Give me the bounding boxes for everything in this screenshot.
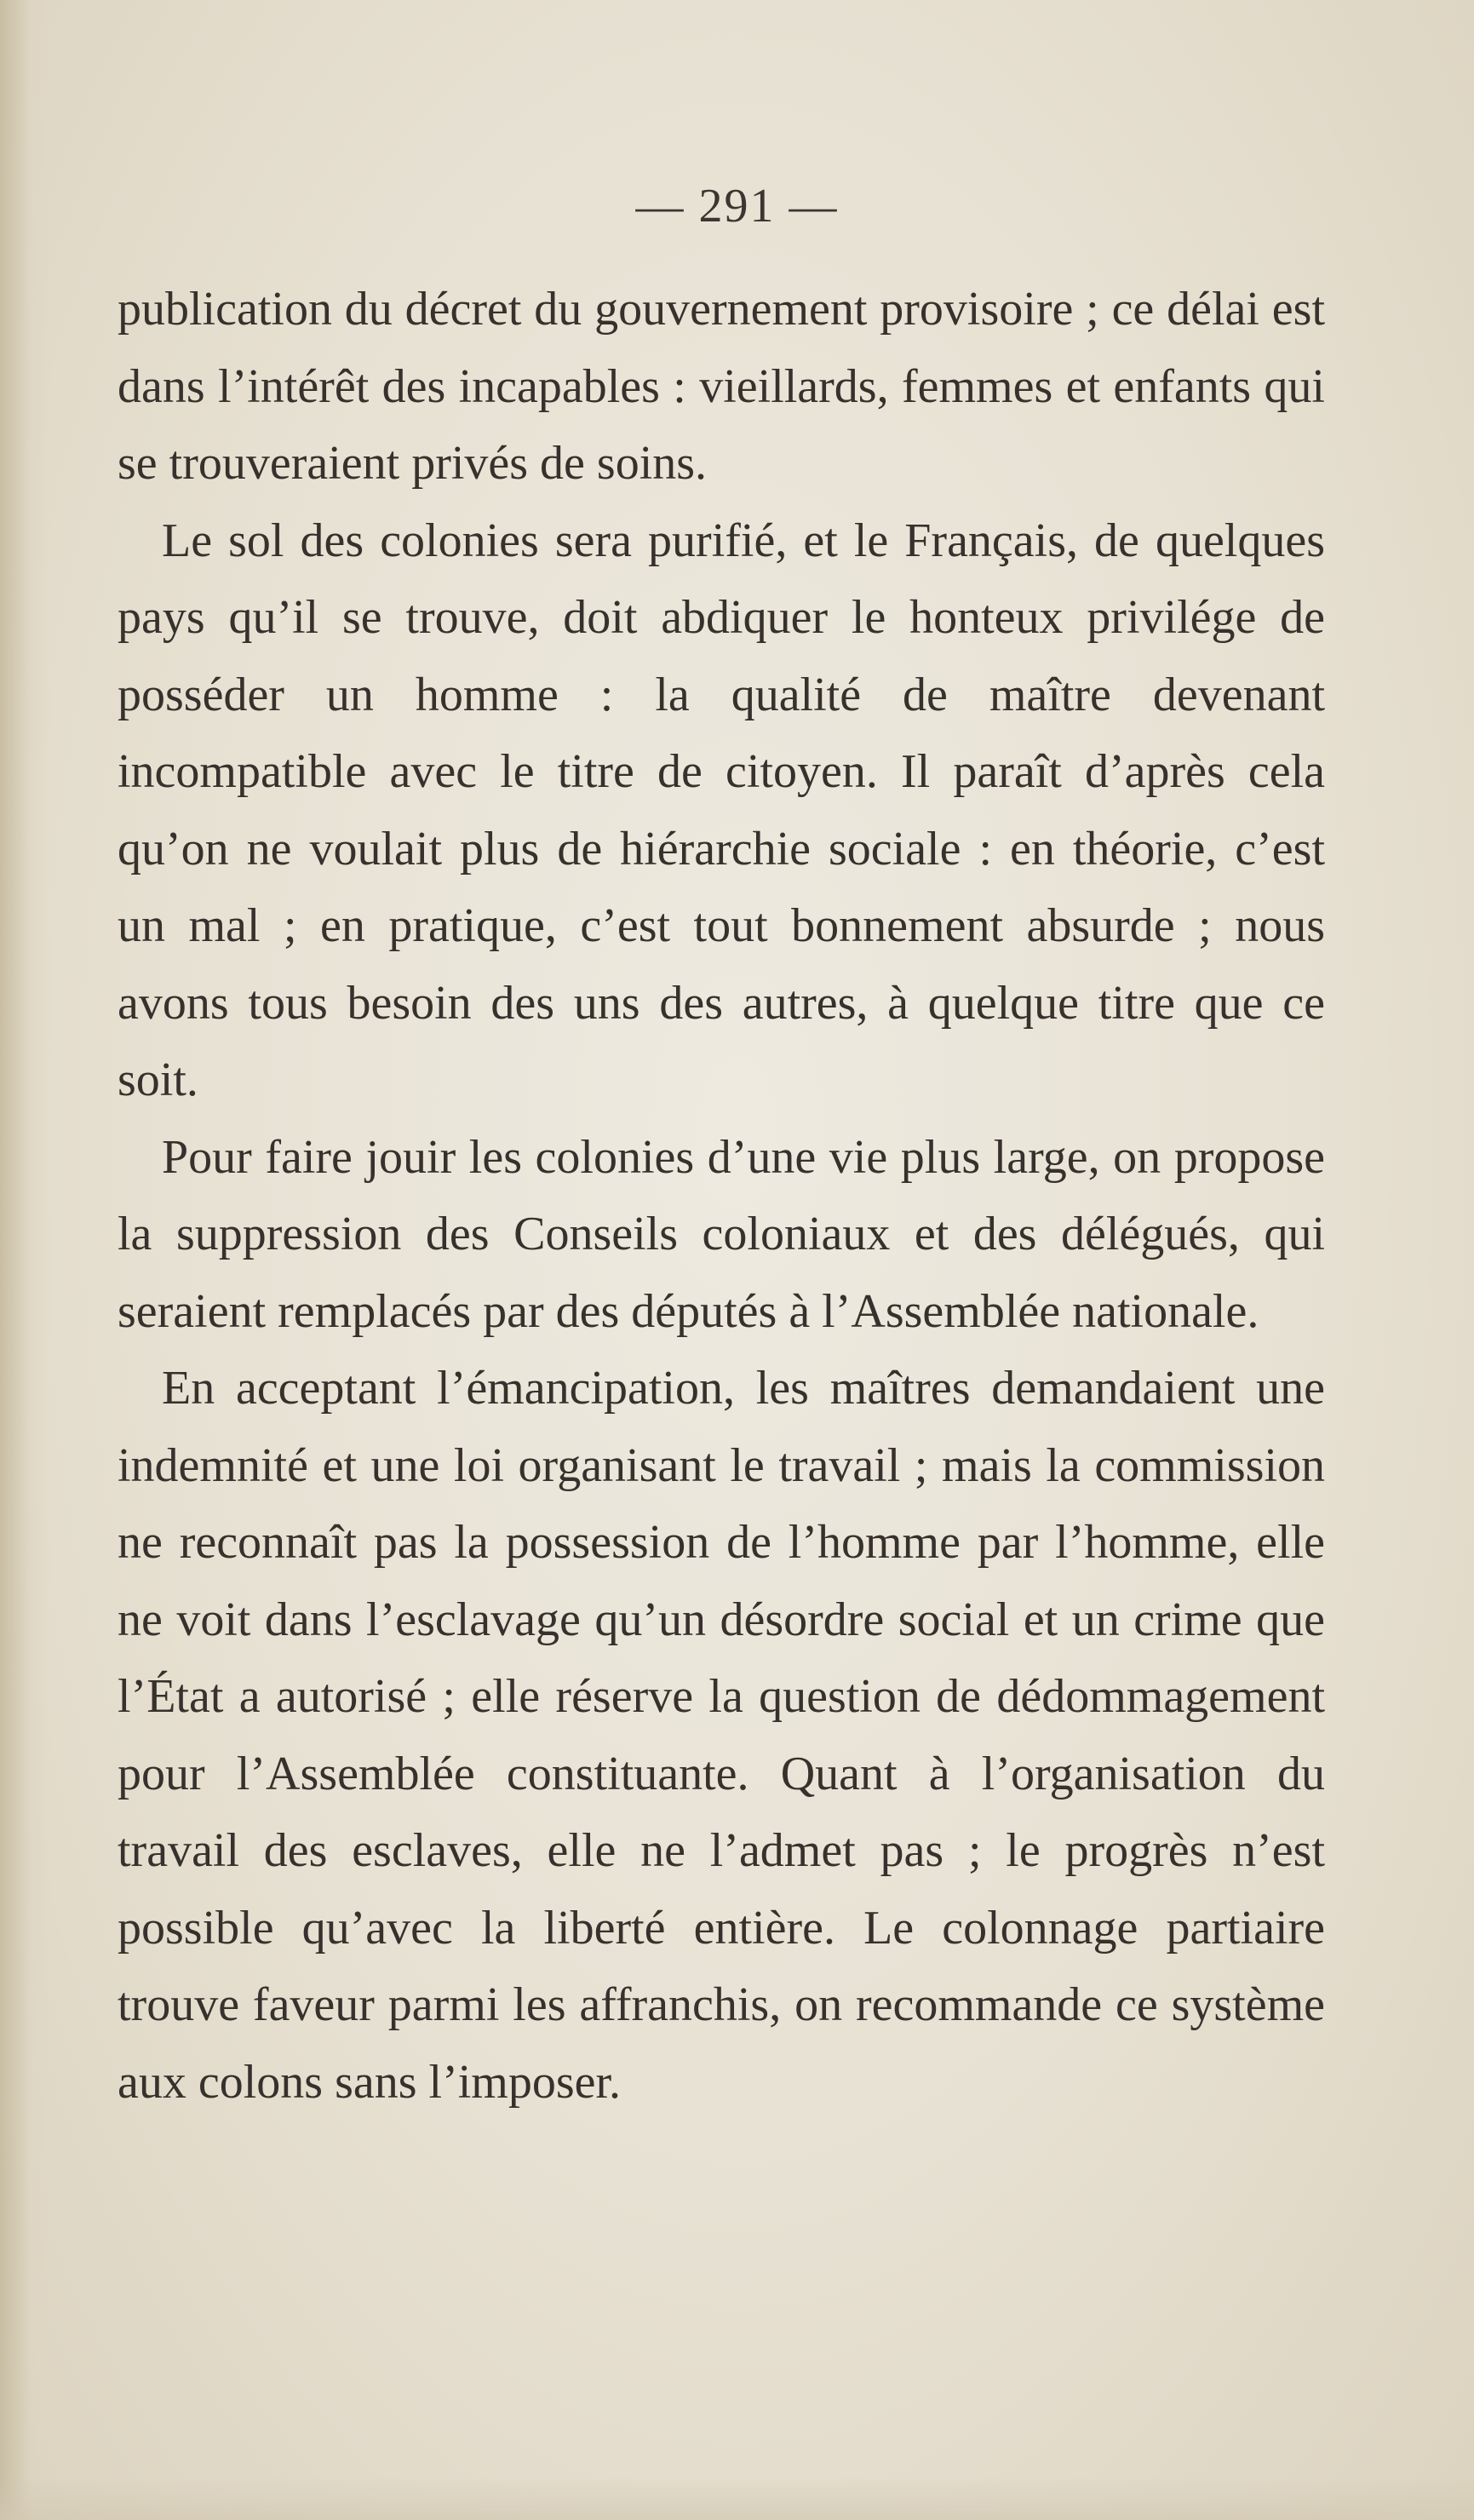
paragraph-1: publication du décret du gouvernement provisoire ; ce délai est dans l’intérêt des incapables : vieillards, femmes et enfants qui se trouveraient privés de soins. (118, 283, 1325, 490)
page-body (118, 271, 1325, 2121)
paragraph-2: Le sol des colonies sera purifié, et le Français, de quelques pays qu’il se trouve, doit abdiquer le honteux privilége de posséder un homme : la qualité de maître devenant incompatible avec le titre de citoyen. Il paraît d’après cela qu’on ne voulait plus de hiérarchie sociale : en théorie, c’est un mal ; en pratique, c’est tout bonnement absurde ; nous avons tous besoin des uns des autres, à quelque titre que ce soit. (118, 514, 1325, 1106)
page-number: — 291 — (635, 180, 839, 232)
paragraph-3: Pour faire jouir les colonies d’une vie plus large, on propose la suppression des Conseils coloniaux et des délégués, qui seraient remplacés par des députés à l’Assemblée nationale. (118, 1130, 1325, 1338)
paragraph-4: En acceptant l’émancipation, les maîtres demandaient une indemnité et une loi organisant le travail ; mais la commission ne reconnaît pas la possession de l’homme par l’homme, elle ne voit dans l’esclavage qu’un désordre social et un crime que l’État a autorisé ; elle réserve la question de dédommagement pour l’Assemblée constituante. Quant à l’organisation du travail des esclaves, elle ne l’admet pas ; le progrès n’est possible qu’avec la liberté entière. Le colonnage partiaire trouve faveur parmi les affranchis, on recommande ce système aux colons sans l’imposer. (118, 1362, 1325, 2109)
